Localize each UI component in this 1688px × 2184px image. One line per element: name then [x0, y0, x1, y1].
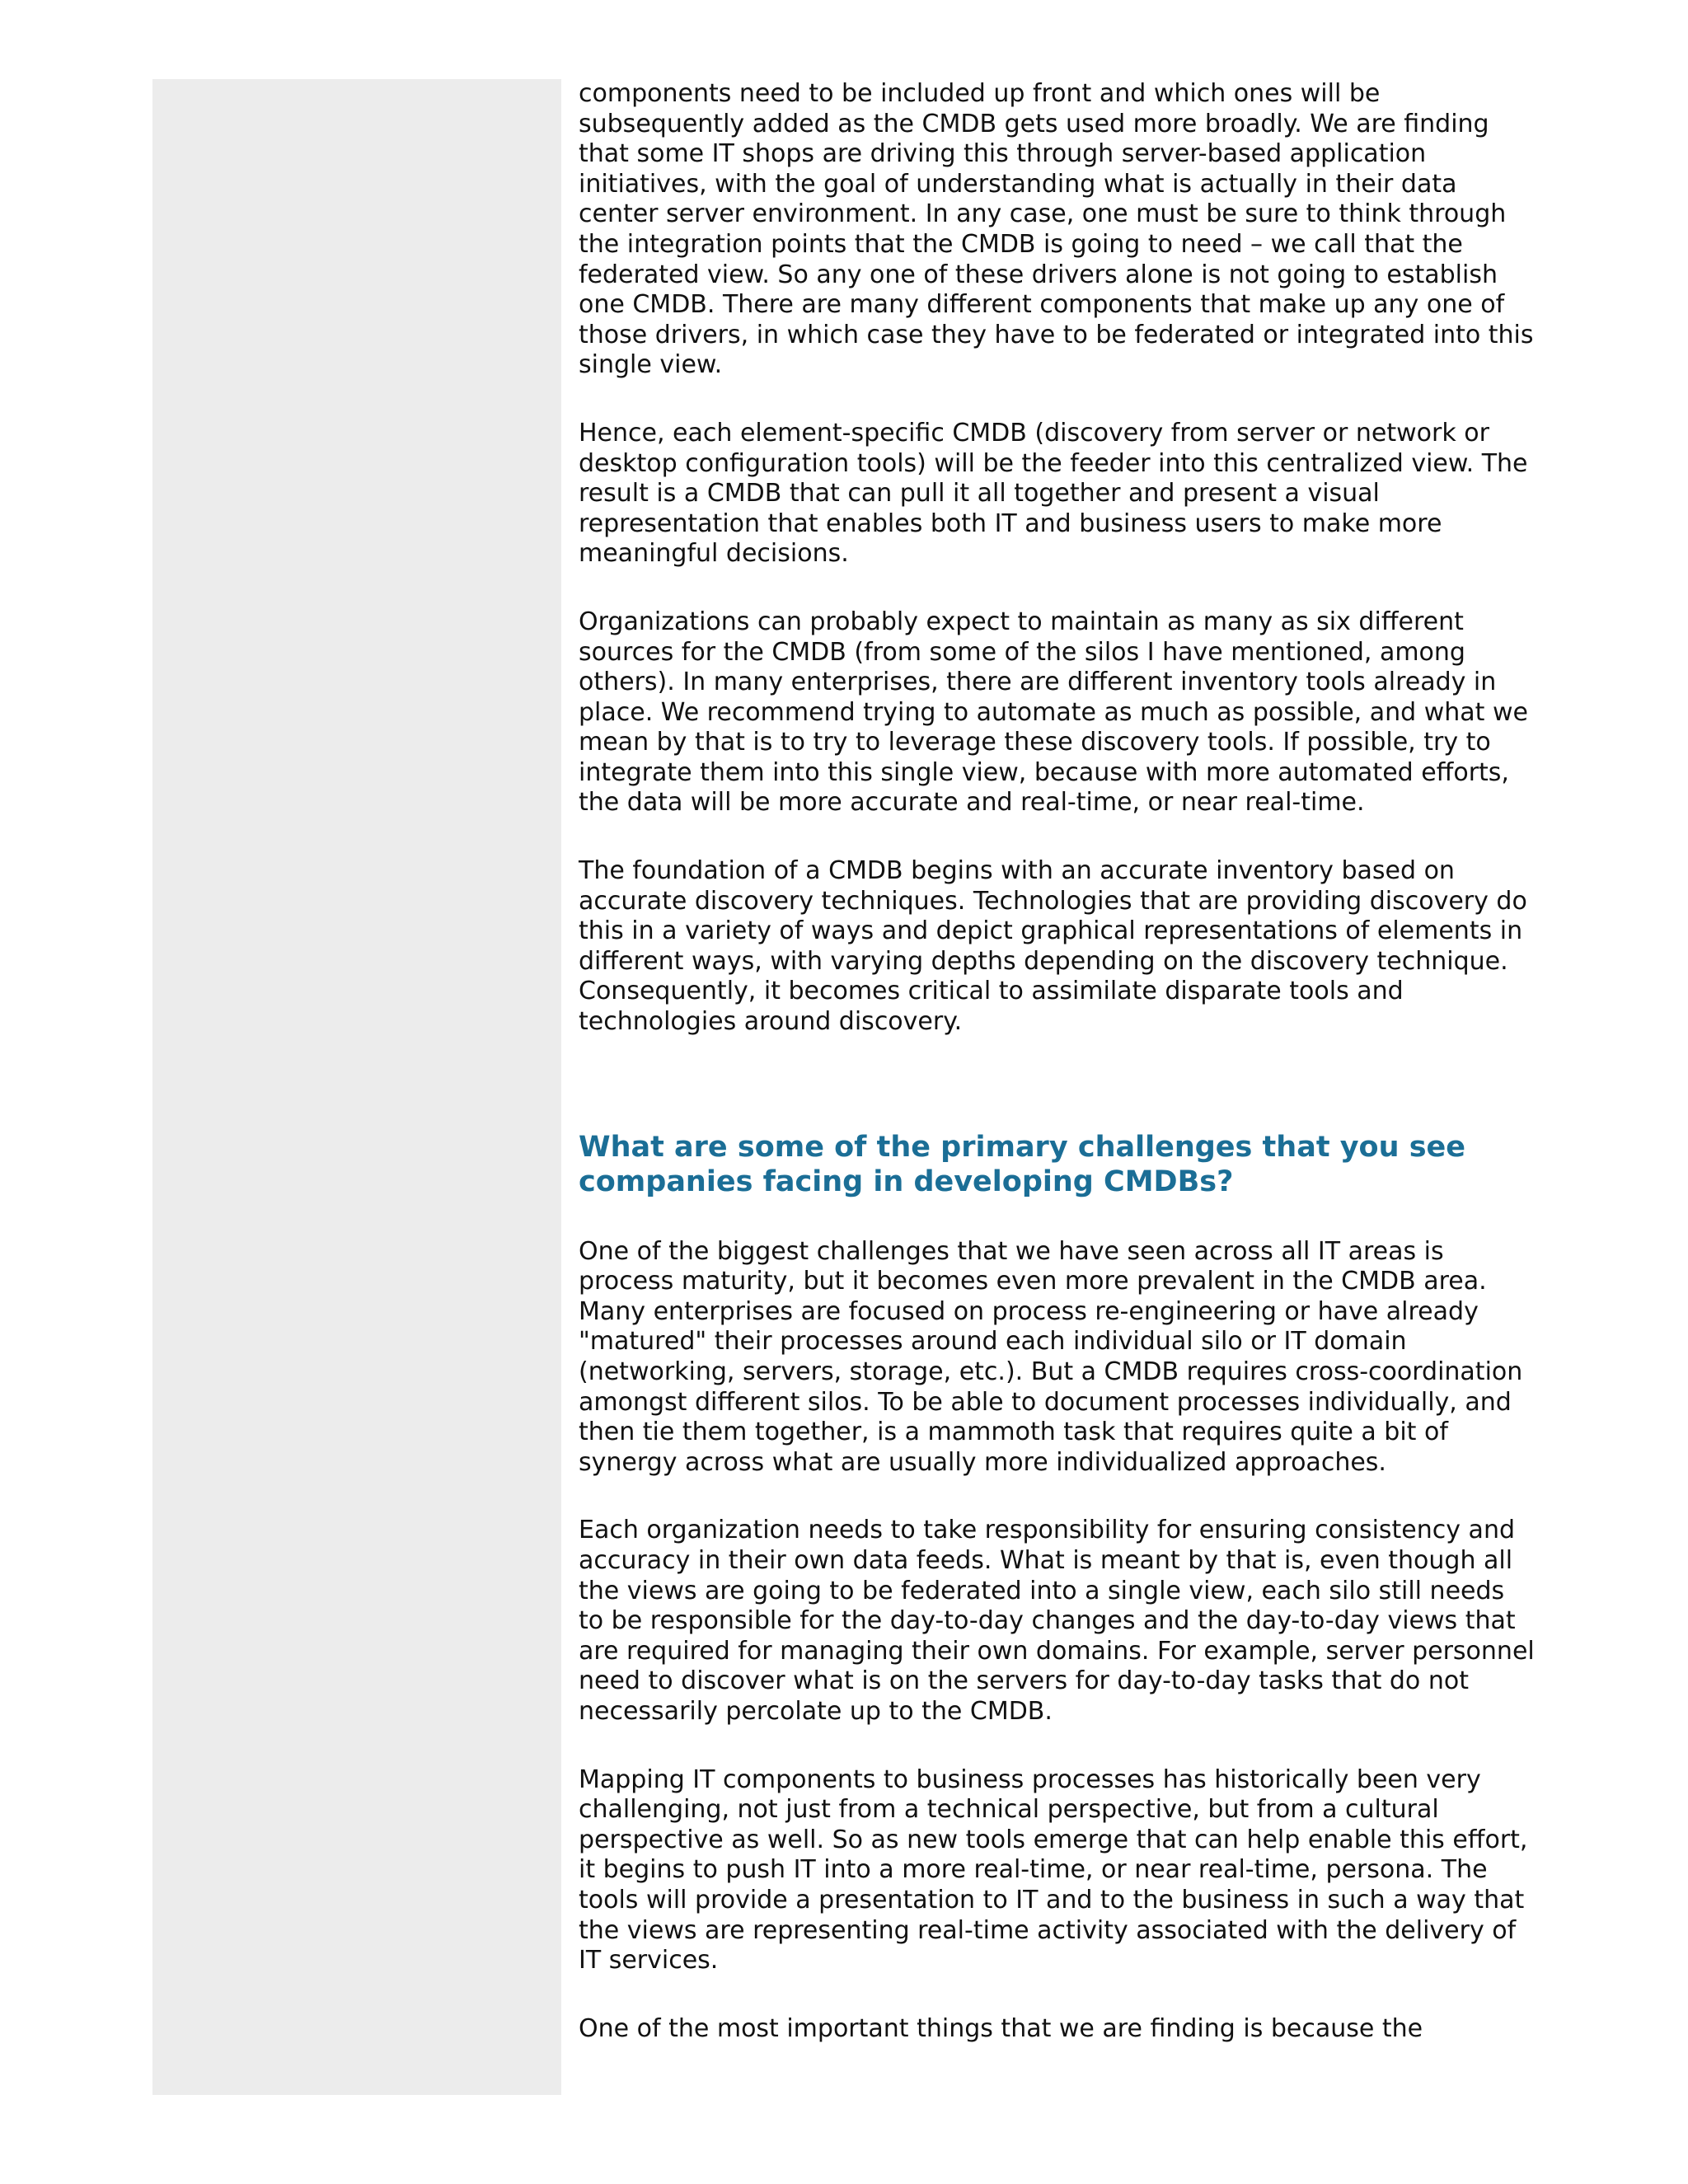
- sidebar-panel: [152, 79, 561, 2095]
- paragraph-1: components need to be included up front and which ones will be subsequently added as the CMDB gets used more broadly. We are finding that some IT shops are driving this through server-based application initiatives, with the goal of understanding what is actually in their data center server environment. In any case, one must be sure to think through the integration points that the CMDB is going to need – we call that the federated view. So any one of these drivers alone is not going to establish one CMDB. There are many different components that make up any one of those drivers, in which case they have to be federated or integrated into this single view.: [579, 79, 1534, 380]
- article-body: [579, 79, 1535, 2044]
- paragraph-8: One of the most important things that we are finding is because the: [579, 2013, 1423, 2043]
- paragraph-4: The foundation of a CMDB begins with an accurate inventory based on accurate discovery techniques. Technologies that are providing discovery do this in a variety of ways and depict graphical representations of elements in different ways, with varying depths depending on the discovery technique. Consequently, it becomes critical to assimilate disparate tools and technologies around discovery.: [579, 856, 1527, 1037]
- section-heading: What are some of the primary challenges that you see companies facing in developing CMDBs?: [579, 1130, 1466, 1198]
- paragraph-2: Hence, each element-specific CMDB (discovery from server or network or desktop configuration tools) will be the feeder into this centralized view. The result is a CMDB that can pull it all together and present a visual representation that enables both IT and business users to make more meaningful decisions.: [579, 418, 1528, 569]
- paragraph-5: One of the biggest challenges that we have seen across all IT areas is process maturity, but it becomes even more prevalent in the CMDB area. Many enterprises are focused on process re-engineering or have already "matured" their processes around each individual silo or IT domain (networking, servers, storage, etc.). But a CMDB requires cross-coordination amongst different silos. To be able to document processes individually, and then tie them together, is a mammoth task that requires quite a bit of synergy across what are usually more individualized approaches.: [579, 1236, 1523, 1477]
- paragraph-7: Mapping IT components to business processes has historically been very challenging, not just from a technical perspective, but from a cultural perspective as well. So as new tools emerge that can help enable this effort, it begins to push IT into a more real-time, or near real-time, persona. The tools will provide a presentation to IT and to the business in such a way that the views are representing real-time activity associated with the delivery of IT services.: [579, 1765, 1528, 1975]
- paragraph-3: Organizations can probably expect to maintain as many as six different sources for the CMDB (from some of the silos I have mentioned, among others). In many enterprises, there are different inventory tools already in place. We recommend trying to automate as much as possible, and what we mean by that is to try to leverage these discovery tools. If possible, try to integrate them into this single view, because with more automated efforts, the data will be more accurate and real-time, or near real-time.: [579, 607, 1528, 818]
- paragraph-6: Each organization needs to take responsibility for ensuring consistency and accuracy in their own data feeds. What is meant by that is, even though all the views are going to be federated into a single view, each silo still needs to be responsible for the day-to-day changes and the day-to-day views that are required for managing their own domains. For example, server personnel need to discover what is on the servers for day-to-day tasks that do not necessarily percolate up to the CMDB.: [579, 1516, 1535, 1726]
